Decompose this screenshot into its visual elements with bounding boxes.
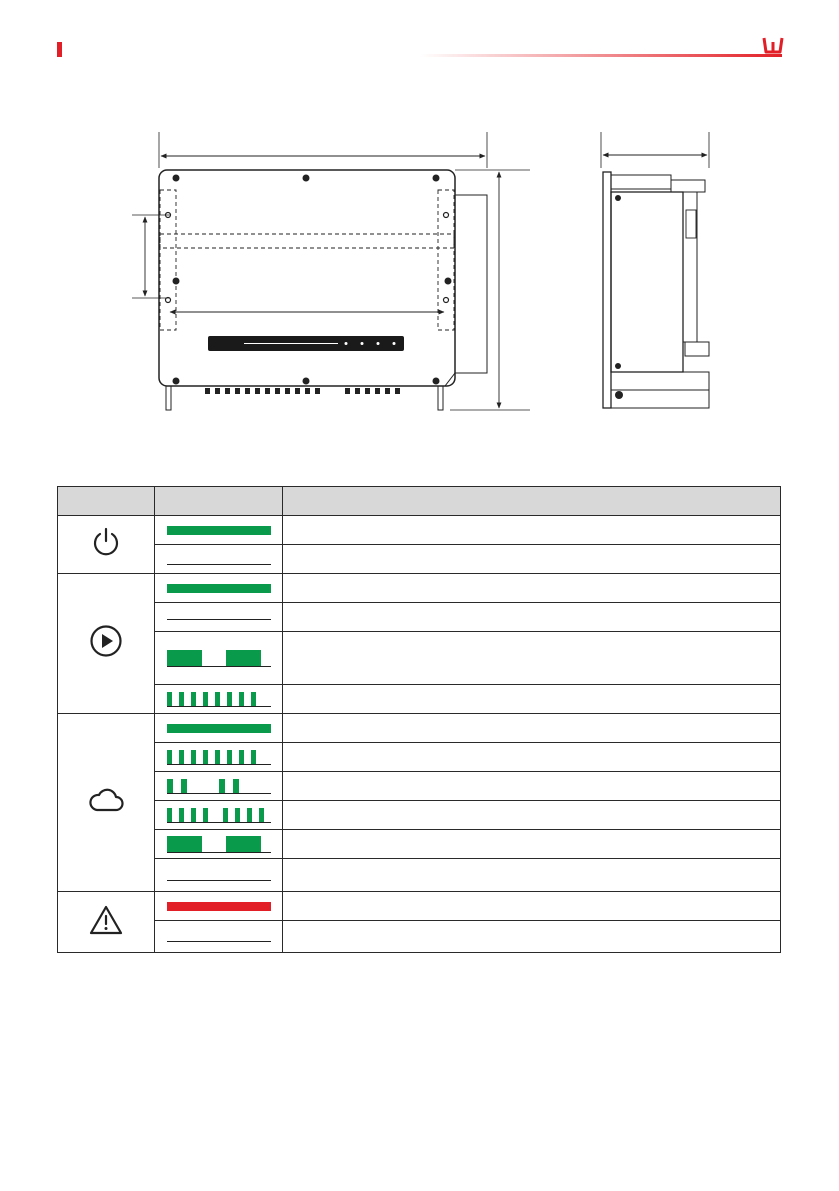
status-cell <box>155 830 283 859</box>
slow-blink-indicator <box>167 836 271 853</box>
description-cell <box>283 772 781 801</box>
description-cell <box>283 574 781 603</box>
cloud-icon <box>87 784 125 816</box>
description-cell <box>283 714 781 743</box>
header-indicator <box>58 487 155 516</box>
description-cell <box>283 892 781 921</box>
table-row <box>58 685 781 714</box>
solid-green-indicator <box>167 526 271 535</box>
status-cell <box>155 685 283 714</box>
off-indicator <box>167 941 271 942</box>
solid-green-indicator <box>167 724 271 733</box>
status-cell <box>155 574 283 603</box>
table-row <box>58 516 781 545</box>
front-view <box>132 132 530 410</box>
solid-green-indicator <box>167 584 271 593</box>
header-status <box>155 487 283 516</box>
slow-blink-indicator <box>167 650 271 667</box>
led-indicator-table <box>57 486 781 953</box>
description-cell <box>283 632 781 685</box>
status-cell <box>155 714 283 743</box>
status-cell <box>155 892 283 921</box>
description-cell <box>283 830 781 859</box>
table-row <box>58 574 781 603</box>
off-indicator <box>167 880 271 881</box>
header-description <box>283 487 781 516</box>
table-row <box>58 714 781 743</box>
power-icon <box>89 525 123 559</box>
quadruple-blink-indicator <box>167 808 271 823</box>
off-indicator <box>167 564 271 565</box>
indicator-cell <box>58 516 155 574</box>
side-view <box>601 132 709 408</box>
fast-blink-indicator <box>167 692 271 707</box>
status-cell <box>155 859 283 892</box>
description-cell <box>283 859 781 892</box>
table-row <box>58 859 781 892</box>
solid-red-indicator <box>167 902 271 911</box>
status-cell <box>155 603 283 632</box>
table-row <box>58 632 781 685</box>
description-cell <box>283 801 781 830</box>
status-cell <box>155 921 283 953</box>
table-row <box>58 603 781 632</box>
indicator-cell <box>58 892 155 953</box>
table-row <box>58 892 781 921</box>
warning-icon <box>88 904 124 936</box>
description-cell <box>283 516 781 545</box>
table-row <box>58 545 781 574</box>
off-indicator <box>167 619 271 620</box>
table-row <box>58 772 781 801</box>
indicator-cell <box>58 574 155 714</box>
status-cell <box>155 772 283 801</box>
table-row <box>58 743 781 772</box>
status-cell <box>155 545 283 574</box>
status-cell <box>155 801 283 830</box>
description-cell <box>283 603 781 632</box>
status-cell <box>155 632 283 685</box>
double-blink-indicator <box>167 779 271 794</box>
inverter-dimension-drawing <box>0 0 839 440</box>
table-row <box>58 921 781 953</box>
description-cell <box>283 921 781 953</box>
description-cell <box>283 685 781 714</box>
fast-blink-indicator <box>167 750 271 765</box>
status-cell <box>155 516 283 545</box>
description-cell <box>283 545 781 574</box>
table-header-row <box>58 487 781 516</box>
indicator-cell <box>58 714 155 892</box>
table-row <box>58 801 781 830</box>
status-cell <box>155 743 283 772</box>
run-icon <box>88 623 124 659</box>
description-cell <box>283 743 781 772</box>
table-row <box>58 830 781 859</box>
